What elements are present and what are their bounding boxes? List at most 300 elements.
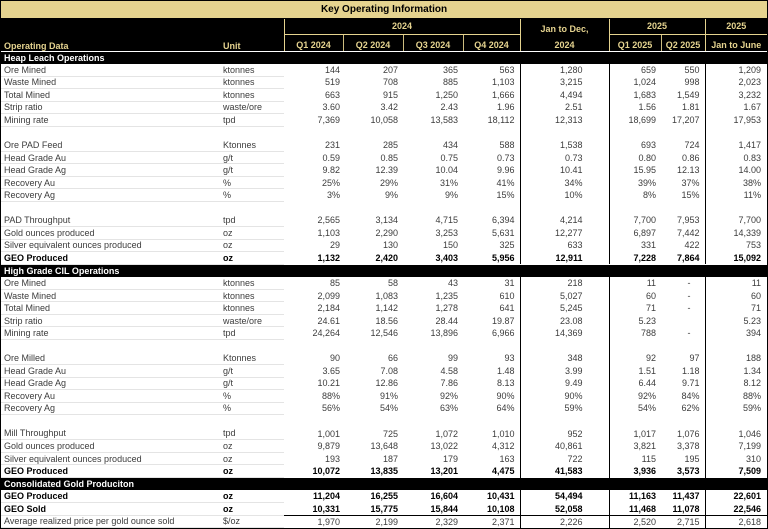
cell-value: 9.82 [322, 165, 340, 176]
cell-value: 54% [379, 403, 398, 414]
cell-value: 725 [382, 428, 398, 439]
cell-value: 285 [382, 140, 398, 151]
cell-value: 23.08 [520, 314, 609, 327]
cell-label: Strip ratio [1, 314, 213, 327]
cell-value: 14.00 [705, 164, 767, 177]
header-columns-row [1, 34, 767, 51]
cell-value [284, 126, 343, 139]
cell-value: 2.51 [520, 101, 609, 114]
cell-value [343, 126, 403, 139]
cell-value [284, 202, 343, 215]
cell-value: 88% [705, 390, 767, 403]
cell-label: Recovery Ag [1, 189, 213, 202]
cell-value [609, 202, 661, 215]
cell-value: 3.99 [520, 365, 609, 378]
cell-value [463, 126, 520, 139]
row-mill-throughput [1, 427, 767, 440]
cell-value: 310 [705, 452, 767, 465]
cell-value: 2,565 [317, 215, 340, 226]
cell-value: 187 [382, 453, 398, 464]
cell-value: 24,264 [312, 328, 340, 339]
cell-value: 9.71 [682, 378, 700, 389]
cell-unit: % [213, 176, 284, 189]
cell-value: 1.81 [682, 102, 700, 113]
row-total-mined [1, 302, 767, 315]
row-ore-milled [1, 352, 767, 365]
cell-value: 4,214 [520, 214, 609, 227]
cell-label: Ore Milled [1, 352, 213, 365]
cell-value: 84% [681, 390, 700, 401]
cell-value: 25% [321, 177, 340, 188]
cell-value: 195 [684, 453, 700, 464]
cell-value: 1,010 [492, 428, 515, 439]
cell-value: 9,879 [317, 441, 340, 452]
cell-value: 12.13 [677, 165, 700, 176]
row-ore-mined [1, 277, 767, 290]
cell-label [1, 126, 213, 139]
cell-value [343, 202, 403, 215]
cell-value: 1,024 [633, 77, 657, 88]
cell-value: 193 [324, 453, 340, 464]
cell-value: 85 [329, 278, 340, 289]
cell-value: 1,046 [705, 427, 767, 440]
cell-value: 41,583 [520, 465, 609, 478]
cell-value [520, 126, 609, 139]
cell-value: 1,132 [317, 252, 340, 263]
cell-label: Ore Mined [1, 64, 213, 77]
cell-value: 2,023 [705, 76, 767, 89]
cell-value: 1,017 [633, 428, 657, 439]
cell-value: 1,549 [677, 89, 700, 100]
cell-value: 1.51 [638, 365, 657, 376]
cell-label: Ore Mined [1, 277, 213, 290]
cell-value: 365 [442, 64, 458, 75]
cell-value: 1,072 [435, 428, 458, 439]
header-jan-to-dec-label: Jan to Dec, [520, 19, 609, 34]
cell-value [705, 415, 767, 428]
cell-value: 2,520 [609, 515, 661, 528]
cell-value: 231 [324, 140, 340, 151]
cell-label: GEO Sold [1, 503, 213, 516]
cell-unit [213, 339, 284, 352]
cell-value: 13,648 [370, 441, 398, 452]
row-ore-pad-feed [1, 139, 767, 152]
cell-value: 331 [641, 240, 657, 251]
cell-value: 693 [641, 140, 657, 151]
cell-value: 1,083 [375, 290, 398, 301]
cell-value: 5.23 [705, 314, 767, 327]
spacer-row [1, 415, 767, 428]
cell-value: 550 [684, 64, 700, 75]
cell-value: 348 [520, 352, 609, 365]
cell-label [1, 415, 213, 428]
cell-value: 1,970 [284, 515, 343, 528]
row-geo-produced [1, 252, 767, 265]
cell-value: 91% [379, 390, 398, 401]
cell-value: 7.08 [380, 365, 398, 376]
cell-unit: oz [213, 490, 284, 503]
cell-value: 99 [447, 353, 458, 364]
cell-value: 1,142 [375, 303, 398, 314]
cell-value: 659 [641, 64, 657, 75]
cell-value: 218 [520, 277, 609, 290]
cell-value: 179 [442, 453, 458, 464]
row-recovery-ag [1, 189, 767, 202]
cell-value: 753 [705, 239, 767, 252]
cell-label: Mill Throughput [1, 427, 213, 440]
cell-value: 13,896 [430, 328, 458, 339]
row-waste-mined [1, 289, 767, 302]
cell-value: 64% [496, 403, 515, 414]
cell-value: 144 [324, 64, 340, 75]
cell-label: GEO Produced [1, 252, 213, 265]
cell-value: 13,835 [370, 466, 398, 477]
cell-unit: g/t [213, 377, 284, 390]
cell-value [463, 415, 520, 428]
cell-value: 1.34 [705, 365, 767, 378]
cell-value: 1,666 [492, 89, 515, 100]
cell-value: 16,604 [430, 491, 458, 502]
row-strip-ratio [1, 101, 767, 114]
cell-value: 15,092 [705, 252, 767, 265]
row-silver-equivalent-ounces-produced [1, 452, 767, 465]
cell-value: 163 [499, 453, 515, 464]
cell-label: Head Grade Ag [1, 377, 213, 390]
cell-value [403, 202, 463, 215]
cell-value: 6.44 [638, 378, 657, 389]
cell-value: 14,369 [520, 327, 609, 340]
cell-value: 7,228 [633, 252, 657, 263]
cell-value [609, 339, 661, 352]
cell-label: Total Mined [1, 89, 213, 102]
cell-value: 12,277 [520, 227, 609, 240]
row-mining-rate [1, 327, 767, 340]
cell-value: 0.86 [682, 152, 700, 163]
cell-value: 11,437 [672, 491, 700, 502]
section-title: Heap Leach Operations [1, 51, 767, 64]
cell-value: 915 [382, 89, 398, 100]
cell-value: 952 [520, 427, 609, 440]
cell-value: 633 [520, 239, 609, 252]
cell-value [403, 126, 463, 139]
cell-label: Gold ounces produced [1, 440, 213, 453]
cell-value: 12.86 [375, 378, 398, 389]
cell-value: 18,699 [628, 114, 657, 125]
header-q2-2025: Q2 2025 [661, 34, 705, 51]
cell-value: 60 [705, 289, 767, 302]
cell-label: Recovery Au [1, 176, 213, 189]
header-jan-to-dec-year: 2024 [520, 34, 609, 51]
cell-value: 24.61 [317, 315, 340, 326]
cell-value: 7,369 [317, 114, 340, 125]
cell-value: 8.12 [705, 377, 767, 390]
cell-value: 3.65 [322, 365, 340, 376]
cell-value: 6,966 [492, 328, 515, 339]
cell-value: 1,278 [435, 303, 458, 314]
cell-value: 7,864 [677, 252, 700, 263]
cell-unit: ktonnes [213, 277, 284, 290]
cell-value: 66 [387, 353, 398, 364]
cell-value: 3,215 [520, 76, 609, 89]
cell-value: 1,538 [520, 139, 609, 152]
row-ore-mined [1, 64, 767, 77]
cell-value [661, 202, 705, 215]
row-geo-produced [1, 465, 767, 478]
cell-value: 2,199 [343, 515, 403, 528]
cell-label [1, 339, 213, 352]
spacer-row [1, 126, 767, 139]
header-q4-2024: Q4 2024 [463, 34, 520, 51]
cell-value: 722 [520, 452, 609, 465]
cell-value: 40,861 [520, 440, 609, 453]
section-title: High Grade CIL Operations [1, 264, 767, 277]
cell-unit [213, 202, 284, 215]
cell-value: 10.21 [317, 378, 340, 389]
cell-value: 2,420 [375, 252, 398, 263]
cell-value: 11,468 [629, 503, 657, 514]
cell-value: 588 [499, 140, 515, 151]
cell-value: 3,232 [705, 89, 767, 102]
cell-value: 2,715 [661, 515, 705, 528]
cell-value: 2,329 [403, 515, 463, 528]
cell-value [520, 202, 609, 215]
cell-value: 6,394 [492, 215, 515, 226]
cell-value: 10% [520, 189, 609, 202]
cell-value: 724 [684, 140, 700, 151]
cell-value: 97 [689, 353, 700, 364]
cell-unit: oz [213, 503, 284, 516]
cell-value: 207 [382, 64, 398, 75]
cell-value: 4,475 [492, 466, 515, 477]
cell-value: 13,583 [430, 114, 458, 125]
cell-value: 9% [444, 190, 458, 201]
cell-unit: tpd [213, 114, 284, 127]
cell-value: 10,058 [370, 114, 398, 125]
cell-value: 9% [384, 190, 398, 201]
cell-value: 19.87 [492, 315, 515, 326]
cell-unit: oz [213, 452, 284, 465]
cell-label: Head Grade Ag [1, 164, 213, 177]
row-geo-produced [1, 490, 767, 503]
cell-unit: g/t [213, 151, 284, 164]
cell-value [609, 415, 661, 428]
cell-value: 1.67 [705, 101, 767, 114]
cell-value: 6,897 [633, 227, 657, 238]
cell-unit: oz [213, 239, 284, 252]
cell-value: 0.59 [322, 152, 340, 163]
cell-value: 1,076 [677, 428, 700, 439]
cell-value: 7,442 [677, 227, 700, 238]
cell-value: 9.49 [520, 377, 609, 390]
cell-value: 2,099 [317, 290, 340, 301]
table-header [1, 19, 767, 51]
cell-value: 5,027 [520, 289, 609, 302]
row-head-grade-au [1, 151, 767, 164]
header-group-2024: 2024 [284, 19, 520, 34]
cell-value: 0.80 [638, 152, 657, 163]
cell-value: 14,339 [705, 227, 767, 240]
cell-value: 13,201 [430, 466, 458, 477]
cell-value: 52,058 [520, 503, 609, 516]
cell-value: 2.43 [440, 102, 458, 113]
cell-value: 1.18 [682, 365, 700, 376]
cell-value: 54% [638, 403, 657, 414]
cell-unit: % [213, 402, 284, 415]
cell-value: 708 [382, 77, 398, 88]
header-q1-2024: Q1 2024 [284, 34, 343, 51]
cell-label: Mining rate [1, 327, 213, 340]
row-recovery-au [1, 390, 767, 403]
cell-value: 7,953 [677, 215, 700, 226]
section-title: Consolidated Gold Produciton [1, 478, 767, 491]
cell-value: 0.75 [440, 152, 458, 163]
cell-value: 188 [705, 352, 767, 365]
row-head-grade-ag [1, 377, 767, 390]
cell-value [284, 415, 343, 428]
cell-value [463, 202, 520, 215]
cell-value: 3,573 [677, 466, 700, 477]
cell-value: 12,313 [520, 114, 609, 127]
row-gold-ounces-produced [1, 440, 767, 453]
cell-label [1, 202, 213, 215]
cell-value: 0.83 [705, 151, 767, 164]
cell-value: 1,103 [317, 227, 340, 238]
cell-value: 3.42 [380, 102, 398, 113]
cell-label: PAD Throughput [1, 214, 213, 227]
cell-value: 15% [681, 190, 700, 201]
cell-value: 1,417 [705, 139, 767, 152]
cell-unit: ktonnes [213, 76, 284, 89]
cell-unit: g/t [213, 365, 284, 378]
cell-label: Total Mined [1, 302, 213, 315]
cell-value: 4,312 [492, 441, 515, 452]
cell-value: 641 [499, 303, 515, 314]
cell-value: 90 [329, 353, 340, 364]
cell-unit [213, 126, 284, 139]
cell-value: 63% [439, 403, 458, 414]
cell-label: Head Grade Au [1, 365, 213, 378]
cell-value: 7.86 [440, 378, 458, 389]
cell-value [520, 339, 609, 352]
cell-unit: tpd [213, 327, 284, 340]
cell-value: 12.39 [375, 165, 398, 176]
cell-label: Silver equivalent ounces produced [1, 239, 213, 252]
cell-value: 39% [638, 177, 657, 188]
cell-unit: oz [213, 440, 284, 453]
cell-value: 8.13 [497, 378, 515, 389]
cell-value: 3,253 [435, 227, 458, 238]
cell-label: Gold ounces produced [1, 227, 213, 240]
row-head-grade-ag [1, 164, 767, 177]
cell-value [403, 415, 463, 428]
cell-value: 34% [520, 176, 609, 189]
cell-value: 0.73 [497, 152, 515, 163]
cell-value: 17,953 [705, 114, 767, 127]
cell-value: 5,245 [520, 302, 609, 315]
row-silver-equivalent-ounces-produced [1, 239, 767, 252]
cell-unit: waste/ore [213, 101, 284, 114]
cell-value: 22,546 [705, 503, 767, 516]
cell-value [520, 415, 609, 428]
cell-value: 10,072 [312, 466, 340, 477]
cell-value: 11 [646, 278, 657, 289]
cell-label: Recovery Au [1, 390, 213, 403]
cell-value: 92% [638, 390, 657, 401]
cell-value: 15,775 [370, 503, 398, 514]
cell-value: 11,204 [312, 491, 340, 502]
cell-value: - [687, 278, 691, 289]
header-unit: Unit [213, 34, 284, 51]
cell-value: 7,700 [705, 214, 767, 227]
cell-value: 18,112 [487, 114, 515, 125]
cell-value: 37% [681, 177, 700, 188]
cell-unit [213, 415, 284, 428]
cell-value: 1,103 [492, 77, 515, 88]
cell-value: 13,022 [430, 441, 458, 452]
cell-value: 2,184 [317, 303, 340, 314]
cell-label: Strip ratio [1, 101, 213, 114]
cell-value: 7,509 [705, 465, 767, 478]
header-q2-2024: Q2 2024 [343, 34, 403, 51]
cell-value: 4,494 [520, 89, 609, 102]
cell-unit: oz [213, 252, 284, 265]
cell-value: 11% [705, 189, 767, 202]
cell-value [705, 202, 767, 215]
cell-value: 3,936 [633, 466, 657, 477]
table-body [1, 51, 767, 528]
cell-value: 3,134 [375, 215, 398, 226]
cell-value: 0.73 [520, 151, 609, 164]
row-waste-mined [1, 76, 767, 89]
cell-value: 563 [499, 64, 515, 75]
cell-value: 5.23 [638, 315, 657, 326]
cell-value: 663 [324, 89, 340, 100]
cell-unit: ktonnes [213, 302, 284, 315]
cell-value: - [687, 303, 691, 314]
cell-value: 31 [504, 278, 515, 289]
cell-value [661, 314, 705, 327]
cell-value: 2,618 [705, 515, 767, 528]
cell-label: GEO Produced [1, 490, 213, 503]
cell-value: 2,371 [463, 515, 520, 528]
cell-value: 788 [641, 328, 657, 339]
row-gold-ounces-produced [1, 227, 767, 240]
cell-value: 1,683 [633, 89, 657, 100]
cell-value: 90% [496, 390, 515, 401]
row-average-realized-price-per-gold-ounce-sold [1, 515, 767, 528]
cell-value: 10,331 [312, 503, 340, 514]
spacer-row [1, 202, 767, 215]
cell-value: 90% [520, 390, 609, 403]
cell-value [705, 339, 767, 352]
cell-value: 115 [641, 453, 657, 464]
cell-value: 31% [439, 177, 458, 188]
cell-value: 1.96 [497, 102, 515, 113]
cell-value: 3,378 [677, 441, 700, 452]
cell-unit: % [213, 390, 284, 403]
cell-value [343, 339, 403, 352]
cell-value: 10,108 [487, 503, 515, 514]
cell-unit: ktonnes [213, 89, 284, 102]
cell-value: 11,163 [629, 491, 657, 502]
cell-value: 16,255 [370, 491, 398, 502]
cell-value: 29 [329, 240, 340, 251]
cell-value: 7,199 [705, 440, 767, 453]
cell-value: 5,631 [492, 227, 515, 238]
cell-value: 29% [379, 177, 398, 188]
cell-unit: ktonnes [213, 289, 284, 302]
cell-unit: % [213, 189, 284, 202]
